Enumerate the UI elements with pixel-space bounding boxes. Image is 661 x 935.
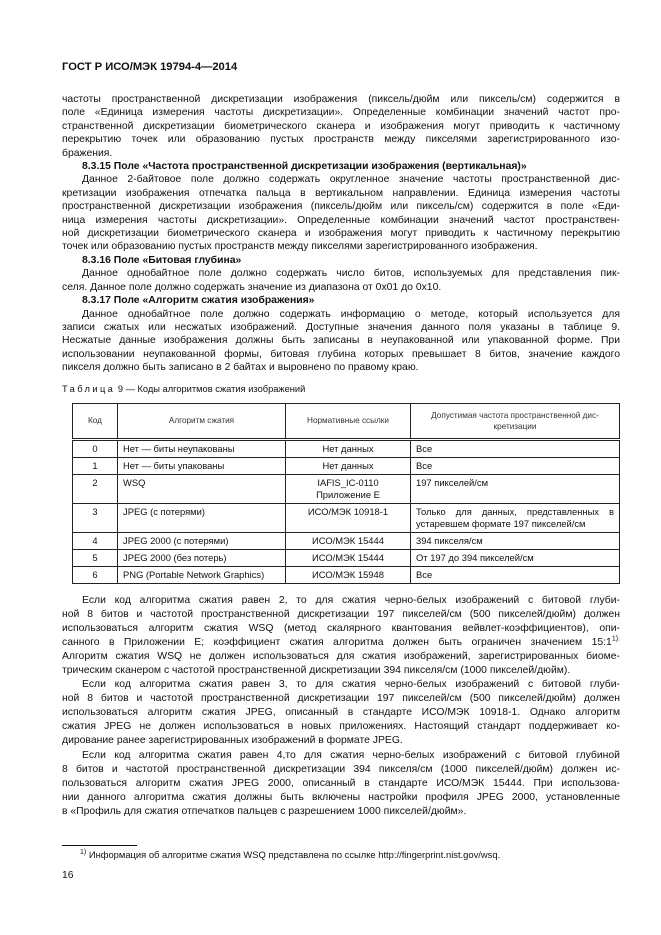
- cell-algorithm: JPEG 2000 (с потерями): [118, 532, 286, 549]
- cell-code: 3: [73, 503, 118, 532]
- cell-code: 5: [73, 549, 118, 566]
- cell-resolution: Все: [411, 439, 620, 457]
- line-text: сжатия JPEG не должен использоваться в новых приложениях. Настоящий стандарт поддерживает ко-: [62, 721, 620, 733]
- table-row: [73, 503, 620, 532]
- cell-algorithm: PNG (Portable Network Graphics): [118, 566, 286, 583]
- text-line: [62, 200, 620, 213]
- text-line: [62, 805, 620, 819]
- line-text: кретизации изображения отпечатка пальца в вертикальном направлении. Единица измерения частоты: [62, 187, 620, 199]
- table-row: [73, 439, 620, 457]
- text-line: [62, 777, 620, 791]
- section-heading: [62, 254, 620, 267]
- cell-algorithm: JPEG (с потерями): [118, 503, 286, 532]
- text-line: [62, 147, 620, 160]
- line-text: селя. Данное поле должно содержать значение из диапазона от 0x01 до 0x10.: [62, 281, 442, 293]
- text-line: [62, 678, 620, 692]
- text-line: [62, 267, 620, 280]
- footnote-separator: [62, 845, 137, 846]
- paragraph: [62, 749, 620, 819]
- cell-algorithm: WSQ: [118, 474, 286, 503]
- heading-text: [62, 254, 620, 267]
- paragraph: [62, 93, 620, 160]
- text-line: [62, 650, 620, 664]
- line-text: Данное 2-байтовое поле должно содержать округленное значение частоты пространственной дис-: [82, 174, 620, 186]
- line-text: ной 8 битов и частотой пространственной дискретизации 197 пикселей/см (500 пикселей/дюйм) должен: [62, 693, 620, 705]
- text-line: [62, 120, 620, 133]
- footnote: [62, 849, 620, 861]
- cell-reference: ИСО/МЭК 15444: [286, 549, 411, 566]
- table-caption-text: 9 — Коды алгоритмов сжатия изображений: [115, 383, 306, 394]
- text-line: [62, 281, 620, 294]
- cell-resolution: Все: [411, 566, 620, 583]
- paragraph: [62, 267, 620, 294]
- line-text: в «Профиль для сжатия отпечатков пальцев с разрешением 1000 пикселей/дюйм».: [62, 805, 467, 817]
- text-line: [62, 348, 620, 361]
- cell-reference: ИСО/МЭК 15948: [286, 566, 411, 583]
- line-text: трическим сканером с частотой пространственной дискретизации 394 пикселя/см (1000 пикселей/дюйм).: [62, 665, 571, 676]
- paragraph: [62, 594, 620, 679]
- line-text: точек или образованию пустых пространств между пикселями зарегистрированного изображения.: [62, 241, 538, 253]
- text-line: [62, 791, 620, 805]
- line-text: использоваться алгоритм сжатия JPEG, описанный в стандарте ИСО/МЭК 10918-1. Однако алгоритм: [62, 707, 620, 719]
- table-row: [73, 549, 620, 566]
- text-line: [62, 308, 620, 321]
- text-line: [62, 214, 620, 227]
- cell-algorithm: JPEG 2000 (без потерь): [118, 549, 286, 566]
- header-references: Нормативные ссылки: [286, 403, 411, 439]
- line-text: записи сжатых или несжатых изображений. Доступные значения данного поля указаны в таблице 9.: [62, 321, 620, 333]
- text-line: [62, 173, 620, 186]
- line-text: 8 битов и частотой пространственной дискретизации 394 пикселя/см (1000 пикселей/дюйм) должен ис-: [62, 763, 620, 775]
- text-line: [62, 93, 620, 106]
- line-text: Алгоритм сжатия WSQ не должен использоваться для сжатия изображений, зарегистрированных биоме-: [62, 650, 620, 662]
- line-text: ница измерения частоты дискретизации». Определенные комбинации значений частот пространствен-: [62, 214, 620, 226]
- line-text: Данное однобайтное поле должно содержать информацию о методе, который используется для: [82, 308, 620, 320]
- footnote-mark: 1): [80, 848, 87, 856]
- line-text: пространственной дискретизации изображения (пиксель/дюйм или пиксель/см) содержится в поле «Еди-: [62, 201, 620, 213]
- line-text: Несжатые данные изображения должны быть записаны в неупакованной или упакованной форме. При: [62, 335, 620, 347]
- cell-reference: ИСО/МЭК 10918-1: [286, 503, 411, 532]
- table-caption: [62, 383, 620, 395]
- document-page: [62, 60, 620, 882]
- text-line: [62, 187, 620, 200]
- paragraph: [62, 308, 620, 375]
- cell-resolution: Все: [411, 457, 620, 474]
- line-text: пользоваться алгоритм сжатия JPEG 2000, описанный в стандарте ИСО/МЭК 15444. При использова-: [62, 777, 620, 789]
- text-line: [62, 664, 620, 678]
- line-text: бражения.: [62, 147, 113, 159]
- text-line: [62, 240, 620, 253]
- line-text: Если код алгоритма сжатия равен 2, то для сжатия черно-белых изображений с битовой глуби-: [82, 594, 620, 606]
- header-algorithm: Алгоритм сжатия: [118, 403, 286, 439]
- line-text: странственной дискретизации биометрического сканера и изображения могут приводить к частичному: [62, 120, 620, 132]
- cell-code: 4: [73, 532, 118, 549]
- body-text-bottom: [62, 594, 620, 820]
- line-text: 8.3.15 Поле «Частота пространственной дискретизации изображения (вертикальная)»: [82, 161, 527, 173]
- cell-resolution: От 197 до 394 пикселей/см: [411, 549, 620, 566]
- line-text: 8.3.17 Поле «Алгоритм сжатия изображения»: [82, 295, 315, 307]
- text-line: [62, 763, 620, 777]
- cell-algorithm: Нет — биты неупакованы: [118, 439, 286, 457]
- document-header: ГОСТ Р ИСО/МЭК 19794-4—2014: [62, 61, 238, 73]
- cell-resolution: 197 пикселей/см: [411, 474, 620, 503]
- line-text: перекрытию точек или образованию пустых пространств между пикселями зарегистрированного изо-: [62, 134, 620, 146]
- line-text: санного в Приложении Е; коэффициент сжатия алгоритма должен быть ограничен значением 15:1: [62, 636, 612, 648]
- cell-code: 0: [73, 439, 118, 457]
- line-text: Если код алгоритма сжатия равен 4,то для сжатия черно-белых изображений с битовой глубиной: [82, 749, 620, 761]
- table-caption-label: Таблица: [62, 383, 116, 394]
- text-line: [62, 749, 620, 763]
- paragraph: [62, 678, 620, 748]
- table-row: [73, 566, 620, 583]
- cell-algorithm: Нет — биты упакованы: [118, 457, 286, 474]
- line-text: ной 8 битов и частотой пространственной дискретизации 197 пикселей/см (500 пикселей/дюйм) должен: [62, 608, 620, 620]
- text-line: [62, 594, 620, 608]
- cell-reference: Нет данных: [286, 439, 411, 457]
- line-text: использоваться алгоритм сжатия WSQ (метод скалярного квантования вейвлет-коэффициентов), опи-: [62, 622, 620, 634]
- line-text: нии данного алгоритма сжатия должны быть включены настройки профиля JPEG 2000, установленные: [62, 791, 620, 803]
- paragraph: [62, 173, 620, 253]
- line-text: использовании неупакованной формы, битовая глубина которых превышает 8 битов, значение каждого: [62, 348, 620, 360]
- text-line: [62, 106, 620, 119]
- footnote-text: Информация об алгоритме сжатия WSQ представлена по ссылке http://fingerprint.nist.gov/wsq.: [86, 849, 501, 861]
- header-resolution: Допустимая частота пространственной дис-кретизации: [411, 403, 620, 439]
- cell-code: 1: [73, 457, 118, 474]
- text-line: [62, 734, 620, 748]
- line-text: дирование ранее зарегистрированных изображений в формате JPEG.: [62, 735, 403, 747]
- text-line: [62, 720, 620, 734]
- table-header-row: [73, 403, 620, 439]
- text-line: [62, 636, 620, 650]
- text-line: [62, 622, 620, 636]
- cell-reference: IAFIS_IC-0110 Приложение Е: [286, 474, 411, 503]
- cell-resolution: 394 пикселя/см: [411, 532, 620, 549]
- cell-resolution: Только для данных, представленных в устаревшем формате 197 пикселей/см: [411, 503, 620, 532]
- section-heading: [62, 294, 620, 307]
- line-text: поле «Единица измерения частоты дискретизации». Определенные комбинации значений частот про-: [62, 107, 620, 119]
- line-text: частоты пространственной дискретизации изображения (пиксель/дюйм или пиксель/см) содержится в: [62, 94, 620, 105]
- section-heading: [62, 160, 620, 173]
- text-line: [62, 334, 620, 347]
- header-code: Код: [73, 403, 118, 439]
- text-line: [62, 608, 620, 622]
- cell-reference: Нет данных: [286, 457, 411, 474]
- line-text: Данное однобайтное поле должно содержать число битов, используемых для представления пик-: [82, 268, 620, 280]
- text-line: [62, 321, 620, 334]
- heading-text: [62, 294, 620, 307]
- heading-text: [62, 160, 620, 173]
- table-row: [73, 457, 620, 474]
- table-row: [73, 474, 620, 503]
- text-line: [62, 692, 620, 706]
- cell-code: 2: [73, 474, 118, 503]
- cell-code: 6: [73, 566, 118, 583]
- page-number: 16: [62, 870, 74, 882]
- cell-reference: ИСО/МЭК 15444: [286, 532, 411, 549]
- line-text: 8.3.16 Поле «Битовая глубина»: [82, 254, 242, 266]
- text-line: [62, 361, 620, 374]
- table-row: [73, 532, 620, 549]
- text-line: [62, 706, 620, 720]
- footnote-reference[interactable]: 1).: [611, 635, 620, 643]
- line-text: пикселя должно быть записано в 2 байтах и выровнено по правому краю.: [62, 362, 419, 374]
- compression-codes-table: [72, 403, 620, 584]
- body-text-top: [62, 93, 620, 375]
- line-text: Если код алгоритма сжатия равен 3, то для сжатия черно-белых изображений с битовой глуби-: [82, 679, 620, 691]
- text-line: [62, 227, 620, 240]
- text-line: [62, 133, 620, 146]
- line-text: ной дискретизации биометрического сканера и изображения могут приводить к частичному перекрытию: [62, 228, 620, 240]
